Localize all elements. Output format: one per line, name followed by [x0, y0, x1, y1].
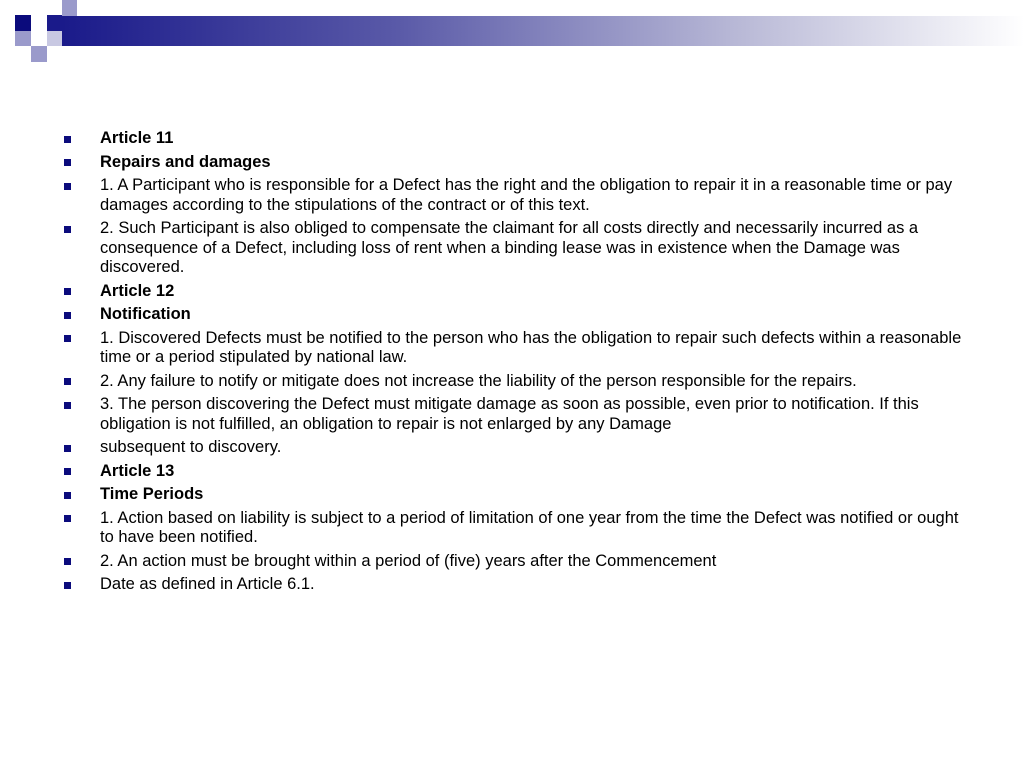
list-item-text: subsequent to discovery.: [100, 438, 282, 456]
square-bullet-icon: [64, 558, 71, 565]
decorative-square: [47, 15, 62, 31]
list-item: [60, 176, 965, 215]
square-bullet-icon: [64, 492, 71, 499]
list-item: [60, 395, 965, 434]
square-bullet-icon: [64, 582, 71, 589]
list-item-text: Article 13: [100, 461, 175, 480]
list-item-text: 2. Such Participant is also obliged to compensate the claimant for all costs directly and necessarily incurred as a consequence of a Defect, including loss of rent when a binding lease was in existence when the Damage was discovered.: [100, 219, 919, 276]
decorative-square: [47, 31, 62, 46]
list-item-heading: [60, 305, 965, 325]
list-item-heading: [60, 153, 965, 173]
decorative-square: [62, 0, 77, 16]
list-item: [60, 329, 965, 368]
decorative-square: [31, 15, 47, 31]
header-gradient-bar: [62, 16, 1024, 46]
decorative-square: [31, 46, 47, 62]
list-item: [60, 372, 965, 392]
slide-header-decoration: [0, 0, 1024, 62]
list-item-text: Article 12: [100, 281, 175, 300]
list-item-text: 1. Action based on liability is subject to a period of limitation of one year from the time the Defect was notified or ought to have been notified.: [100, 508, 959, 546]
list-item: [60, 219, 965, 278]
square-bullet-icon: [64, 378, 71, 385]
square-bullet-icon: [64, 288, 71, 295]
square-bullet-icon: [64, 468, 71, 475]
list-item-text: 2. An action must be brought within a period of (five) years after the Commencement: [100, 551, 717, 570]
decorative-square: [15, 15, 31, 31]
list-item-text: 1. A Participant who is responsible for a Defect has the right and the obligation to repair it in a reasonable time or pay damages according to the stipulations of the contract or of this text.: [100, 176, 953, 214]
list-item-text: 3. The person discovering the Defect must mitigate damage as soon as possible, even prior to notification. If this obligation is not fulfilled, an obligation to repair is not enlarged by any Damage: [100, 395, 919, 433]
list-item-text: 1. Discovered Defects must be notified to the person who has the obligation to repair such defects within a reasonable time or a period stipulated by national law.: [100, 328, 962, 366]
list-item: [60, 575, 965, 595]
list-item-text: 2. Any failure to notify or mitigate does not increase the liability of the person responsible for the repairs.: [100, 371, 857, 390]
list-item: [60, 509, 965, 548]
list-item-text: Article 11: [100, 129, 174, 147]
square-bullet-icon: [64, 159, 71, 166]
list-item: [60, 438, 965, 458]
list-item-heading: [60, 129, 965, 149]
square-bullet-icon: [64, 445, 71, 452]
list-item-heading: [60, 282, 965, 302]
decorative-square: [15, 31, 31, 46]
list-item-text: Repairs and damages: [100, 152, 271, 171]
square-bullet-icon: [64, 402, 71, 409]
square-bullet-icon: [64, 183, 71, 190]
square-bullet-icon: [64, 312, 71, 319]
list-item-heading: [60, 485, 965, 505]
list-item-text: Time Periods: [100, 485, 204, 503]
square-bullet-icon: [64, 335, 71, 342]
list-item: [60, 552, 965, 572]
square-bullet-icon: [64, 226, 71, 233]
square-bullet-icon: [64, 515, 71, 522]
list-item-text: Notification: [100, 305, 191, 323]
square-bullet-icon: [64, 136, 71, 143]
bullet-list: [60, 129, 965, 599]
list-item-heading: [60, 462, 965, 482]
list-item-text: Date as defined in Article 6.1.: [100, 575, 315, 593]
